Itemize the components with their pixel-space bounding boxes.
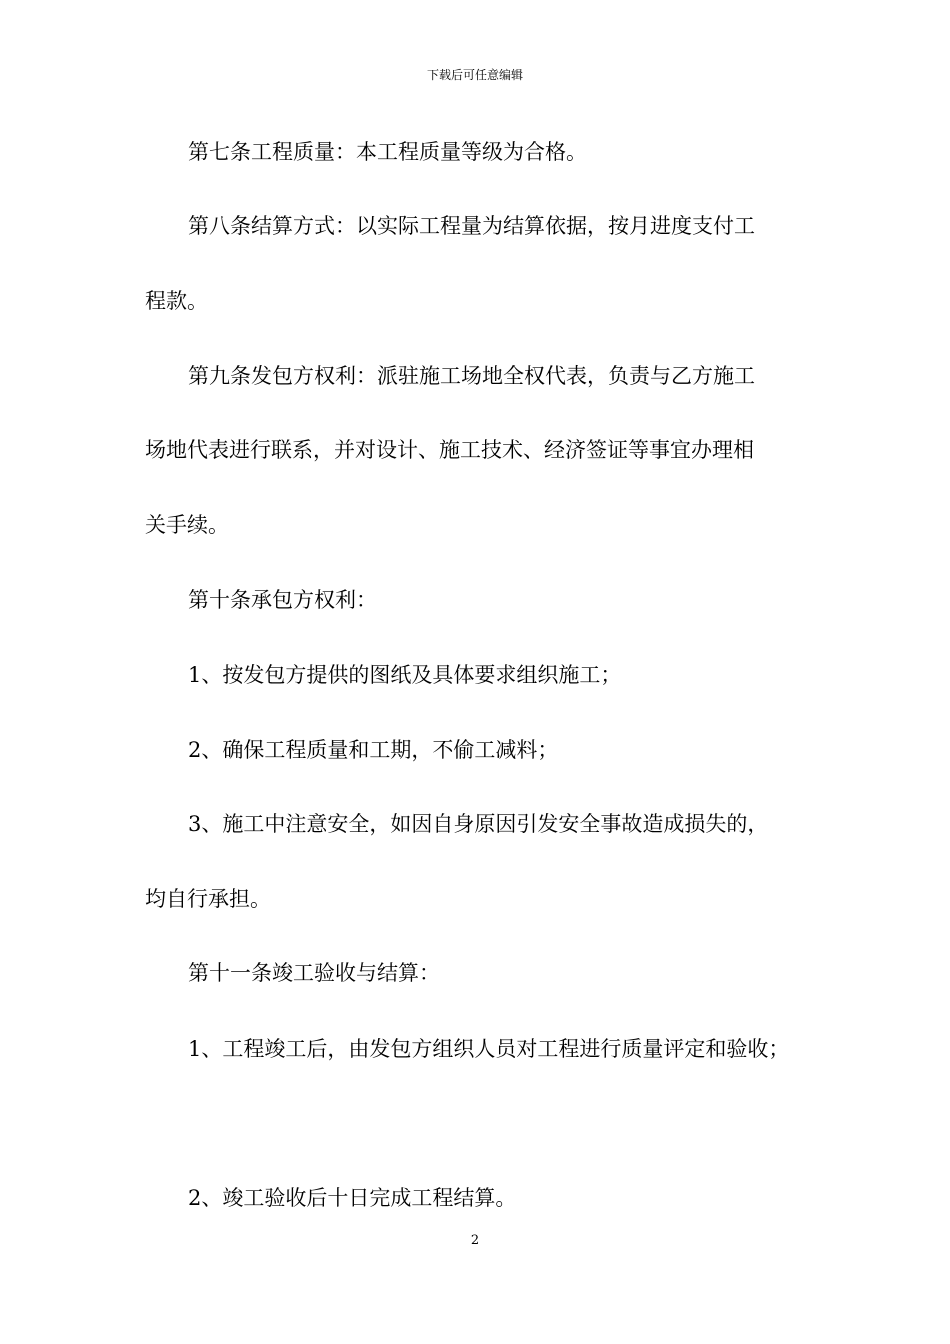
clause-10-item-2: 2、确保工程质量和工期，不偷工减料； bbox=[188, 738, 559, 762]
clause-10-heading: 第十条承包方权利： bbox=[188, 588, 377, 612]
clause-10-item-1: 1、按发包方提供的图纸及具体要求组织施工； bbox=[188, 663, 622, 687]
page-number: 2 bbox=[470, 1233, 480, 1248]
clause-11-heading: 第十一条竣工验收与结算： bbox=[188, 961, 440, 985]
clause-9-line-1: 第九条发包方权利：派驻施工场地全权代表，负责与乙方施工 bbox=[188, 364, 755, 388]
clause-9-line-3: 关手续。 bbox=[145, 513, 229, 537]
clause-11-item-1: 1、工程竣工后，由发包方组织人员对工程进行质量评定和验收； bbox=[188, 1037, 790, 1061]
clause-11-item-2: 2、竣工验收后十日完成工程结算。 bbox=[188, 1186, 517, 1210]
clause-8-line-1: 第八条结算方式：以实际工程量为结算依据，按月进度支付工 bbox=[188, 214, 755, 238]
clause-10-item-3-line-2: 均自行承担。 bbox=[145, 887, 271, 911]
clause-9-line-2: 场地代表进行联系，并对设计、施工技术、经济签证等事宜办理相 bbox=[145, 438, 754, 462]
clause-8-line-2: 程款。 bbox=[145, 289, 208, 313]
clause-7: 第七条工程质量：本工程质量等级为合格。 bbox=[188, 140, 587, 164]
page-header: 下载后可任意编辑 bbox=[426, 68, 523, 82]
clause-10-item-3-line-1: 3、施工中注意安全，如因自身原因引发安全事故造成损失的， bbox=[188, 812, 769, 836]
